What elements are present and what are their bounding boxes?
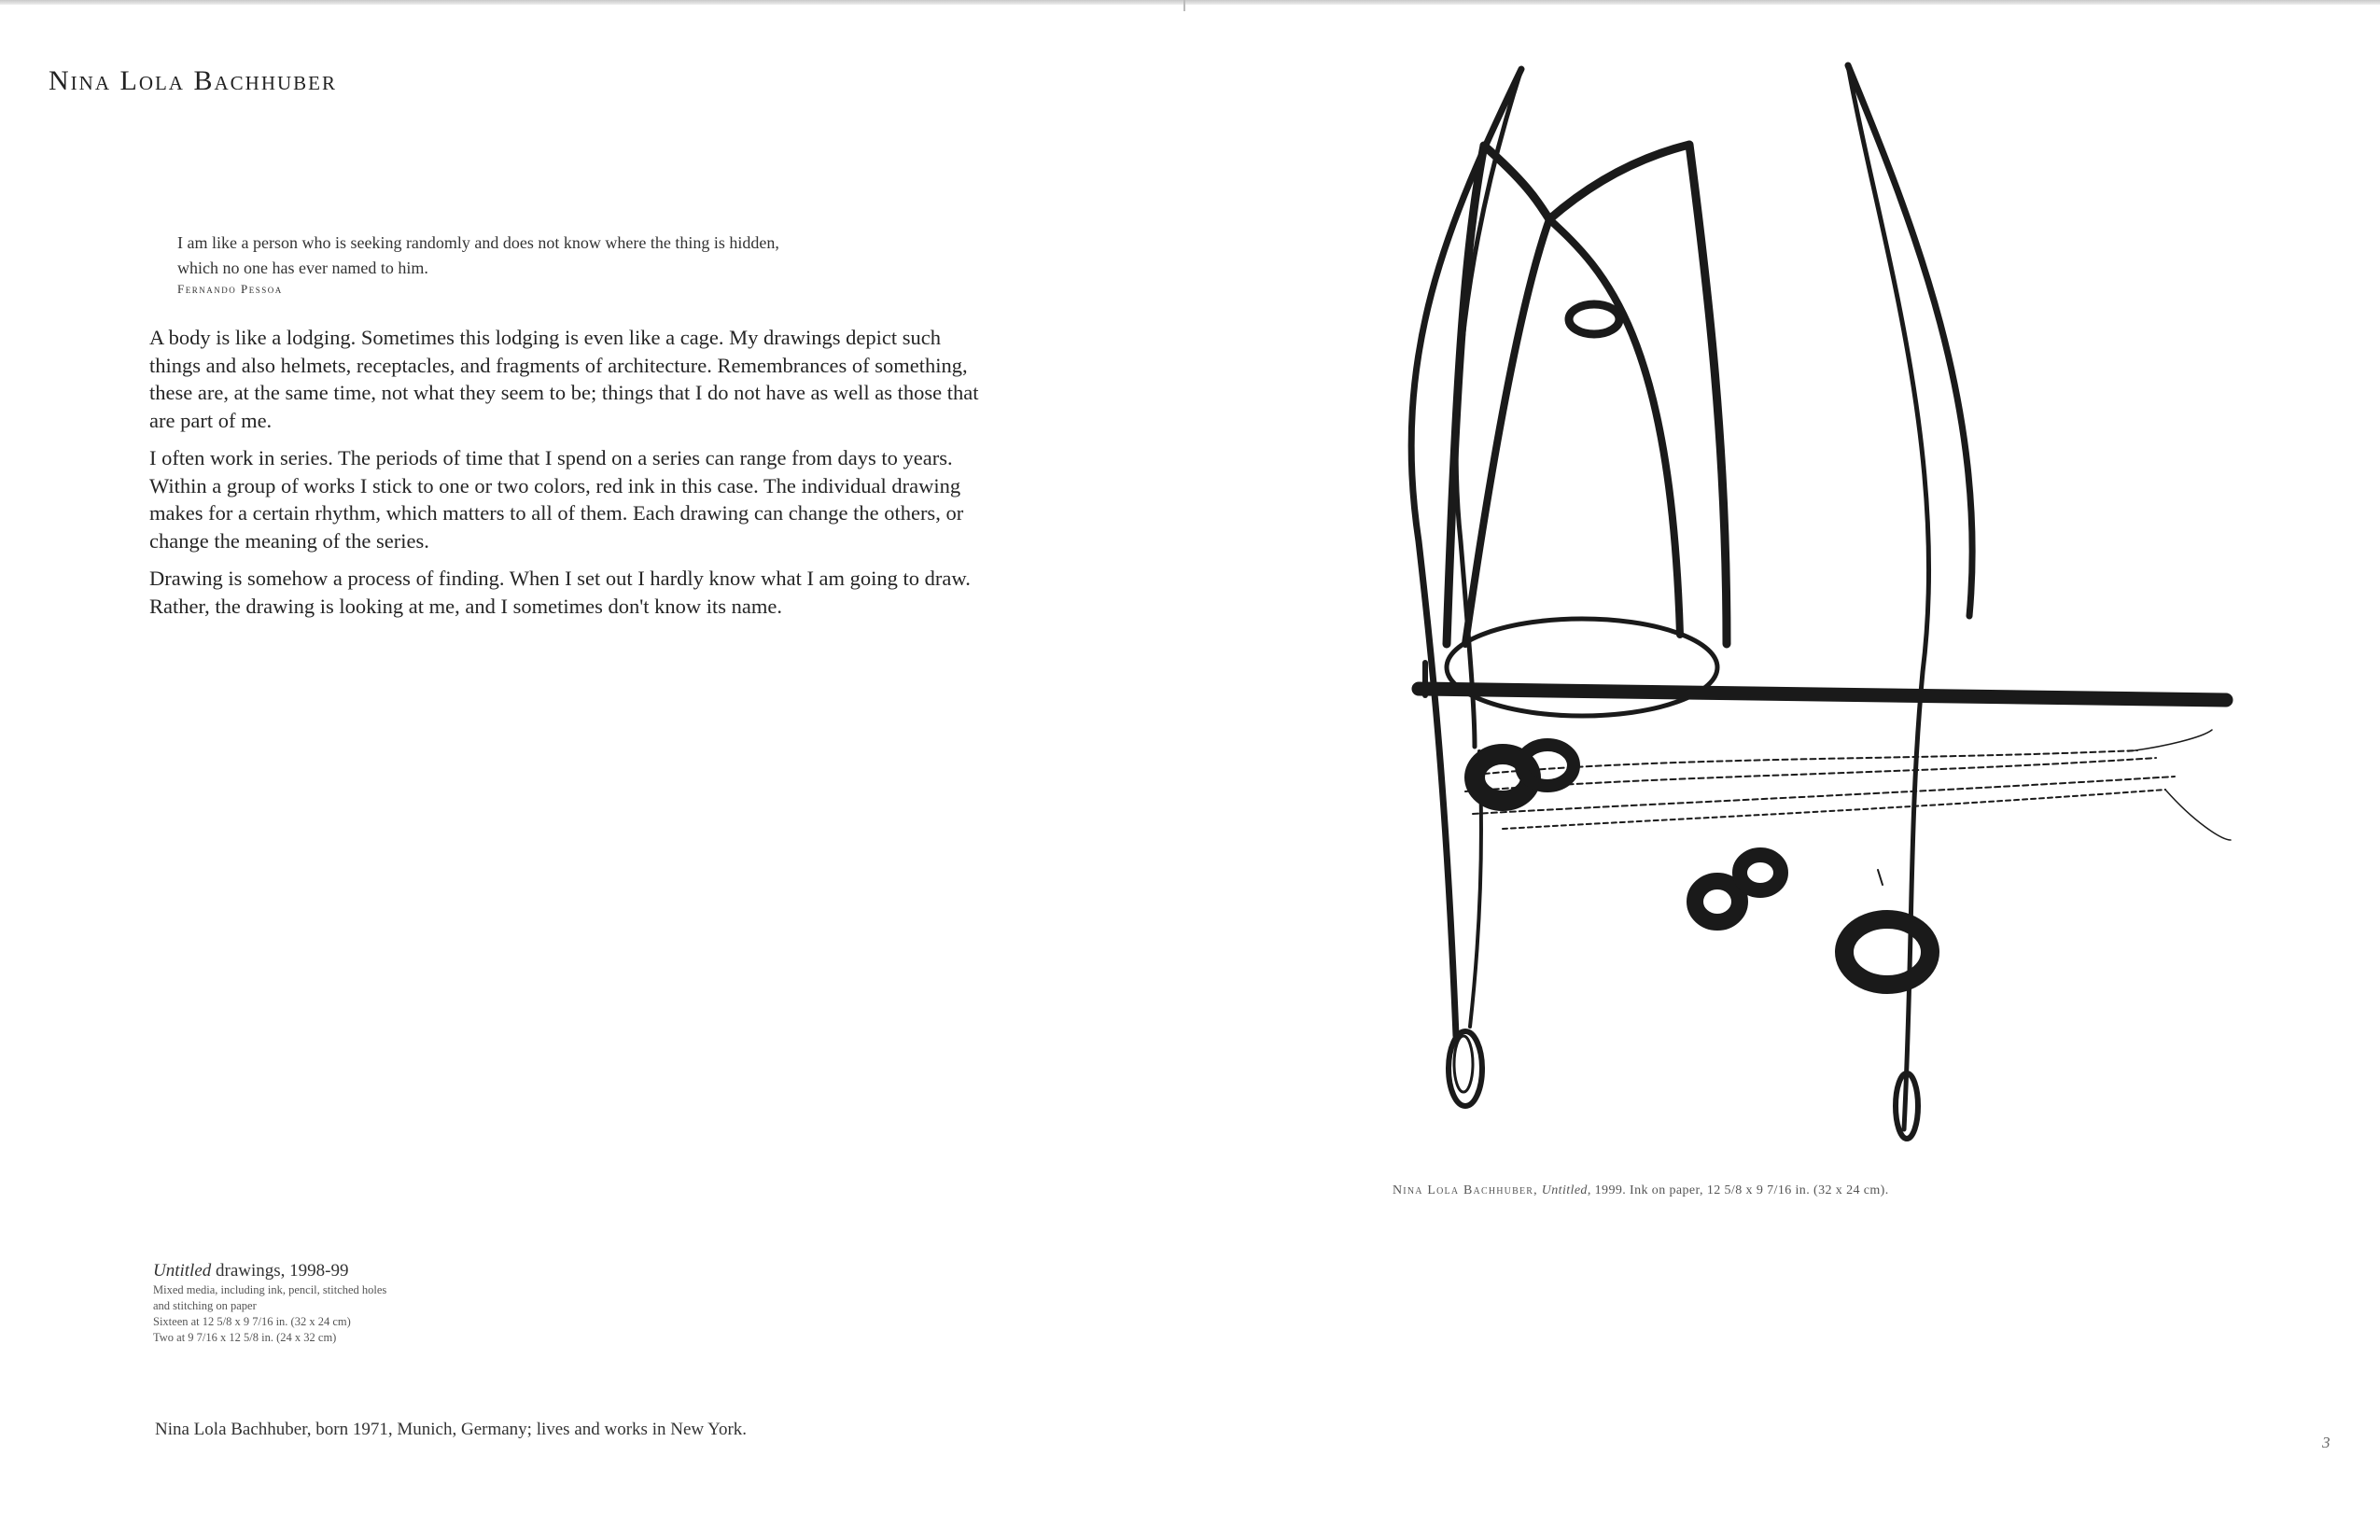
page-number: 3 [2322, 1434, 2331, 1451]
works-title [153, 1260, 526, 1282]
works-detail-line: Sixteen at 12 5/8 x 9 7/16 in. (32 x 24 cm) [153, 1315, 351, 1328]
works-detail-line: and stitching on paper [153, 1299, 257, 1312]
works-detail-line: Two at 9 7/16 x 12 5/8 in. (24 x 32 cm) [153, 1331, 337, 1344]
ink-drawing [1391, 56, 2249, 1171]
statement-paragraph: Drawing is somehow a process of finding. When I set out I hardly know what I am going to draw. Rather, the drawing is looking at me, and I sometimes don't know its name. [149, 567, 971, 618]
works-title-italic: Untitled [153, 1261, 212, 1281]
artwork-caption [1393, 1183, 2009, 1198]
works-title-suffix: drawings, 1998-99 [211, 1261, 349, 1281]
caption-title: Untitled [1541, 1183, 1588, 1197]
page-top-edge [0, 0, 2380, 5]
statement-paragraph: A body is like a lodging. Sometimes this lodging is even like a cage. My drawings depict such things and also helmets, receptacles, and fragments of architecture. Remembrances of something, these are, at the same time, not what they seem to be; things that I do not have as well as those that are part of me. [149, 326, 979, 432]
works-detail-line: Mixed media, including ink, pencil, stitched holes [153, 1283, 387, 1296]
artist-name-heading: Nina Lola Bachhuber [49, 65, 337, 96]
book-spine-mark [1183, 0, 1185, 11]
epigraph-line: which no one has ever named to him. [177, 259, 428, 277]
statement-paragraph: I often work in series. The periods of time that I spend on a series can range from days to years. Within a group of works I stick to one or two colors, red ink in this case. The individual drawing makes for a certain rhythm, which matters to all of them. Each drawing can change the others, or change the meaning of the series. [149, 446, 964, 553]
works-info [153, 1260, 526, 1346]
caption-details: , 1999. Ink on paper, 12 5/8 x 9 7/16 in. (32 x 24 cm). [1587, 1183, 1889, 1197]
epigraph-attribution: Fernando Pessoa [177, 282, 283, 296]
epigraph-line: I am like a person who is seeking randomly and does not know where the thing is hidden, [177, 233, 779, 252]
epigraph [177, 231, 887, 298]
artist-bio: Nina Lola Bachhuber, born 1971, Munich, Germany; lives and works in New York. [155, 1420, 748, 1439]
caption-artist: Nina Lola Bachhuber, [1393, 1183, 1538, 1197]
artist-statement [149, 324, 980, 630]
